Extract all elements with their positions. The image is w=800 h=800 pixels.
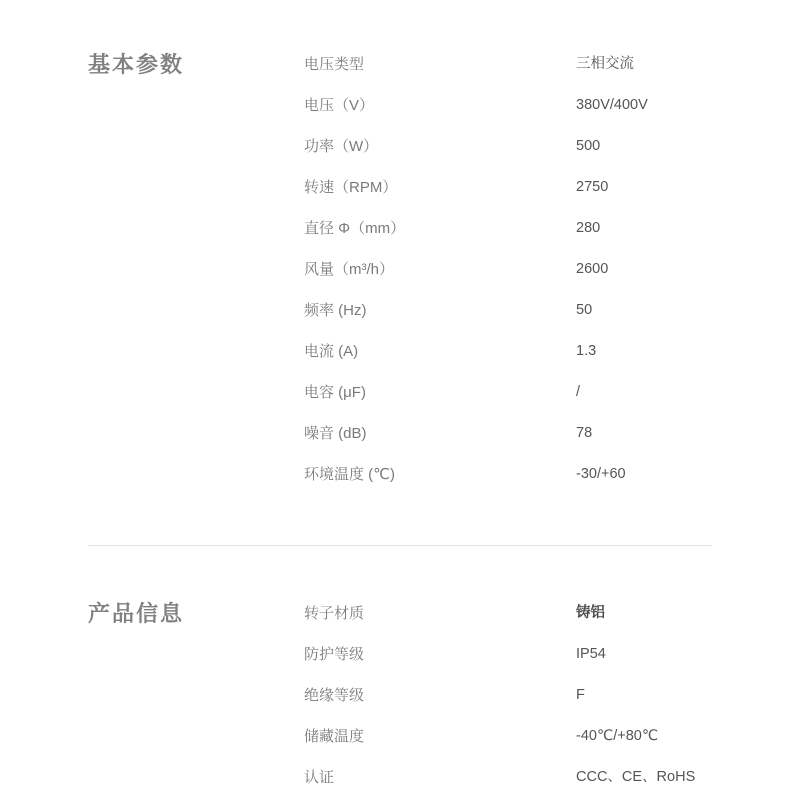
spec-value: -40℃/+80℃	[576, 728, 659, 744]
spec-value: CCC、CE、RoHS	[576, 769, 696, 785]
spec-row	[304, 593, 774, 634]
spec-value: 1.3	[576, 343, 597, 359]
spec-row	[304, 716, 774, 757]
spec-value: 三相交流	[576, 56, 634, 72]
spec-value: F	[576, 687, 585, 703]
spec-row	[304, 331, 774, 372]
spec-row	[304, 208, 774, 249]
spec-label: 直径 Φ（mm）	[304, 220, 406, 237]
spec-value: IP54	[576, 646, 606, 662]
section-title-basic-parameters: 基本参数	[88, 52, 185, 77]
spec-list-product-info	[304, 593, 774, 798]
spec-row	[304, 290, 774, 331]
spec-label: 绝缘等级	[304, 687, 365, 704]
spec-label: 电压（V）	[304, 97, 375, 114]
spec-label: 防护等级	[304, 646, 365, 663]
spec-label: 储藏温度	[304, 728, 365, 745]
spec-row	[304, 44, 774, 85]
spec-label: 认证	[304, 769, 335, 786]
spec-row	[304, 126, 774, 167]
spec-row	[304, 249, 774, 290]
spec-value: 380V/400V	[576, 97, 648, 113]
spec-row	[304, 413, 774, 454]
spec-row	[304, 454, 774, 495]
spec-row	[304, 372, 774, 413]
spec-value: 78	[576, 425, 593, 441]
spec-list-basic-parameters	[304, 44, 774, 495]
spec-value: /	[576, 384, 581, 400]
spec-value: -30/+60	[576, 466, 626, 482]
spec-label: 风量（m³/h）	[304, 261, 395, 278]
spec-value: 2600	[576, 261, 609, 277]
spec-row	[304, 85, 774, 126]
spec-row	[304, 757, 774, 798]
section-title-product-info: 产品信息	[88, 601, 185, 626]
spec-label: 转子材质	[304, 605, 365, 622]
spec-label: 频率 (Hz)	[304, 302, 367, 319]
spec-label: 转速（RPM）	[304, 179, 398, 196]
spec-value: 2750	[576, 179, 609, 195]
spec-value: 500	[576, 138, 601, 154]
spec-label: 电容 (μF)	[304, 384, 366, 401]
spec-row	[304, 675, 774, 716]
section-divider	[88, 545, 712, 546]
spec-label: 电压类型	[304, 56, 365, 73]
spec-label: 功率（W）	[304, 138, 379, 155]
spec-value: 50	[576, 302, 593, 318]
spec-label: 环境温度 (℃)	[304, 466, 396, 483]
spec-row	[304, 634, 774, 675]
spec-label: 电流 (A)	[304, 343, 359, 360]
spec-label: 噪音 (dB)	[304, 425, 367, 442]
spec-value: 280	[576, 220, 601, 236]
spec-value: 铸铝	[576, 605, 605, 621]
spec-row	[304, 167, 774, 208]
